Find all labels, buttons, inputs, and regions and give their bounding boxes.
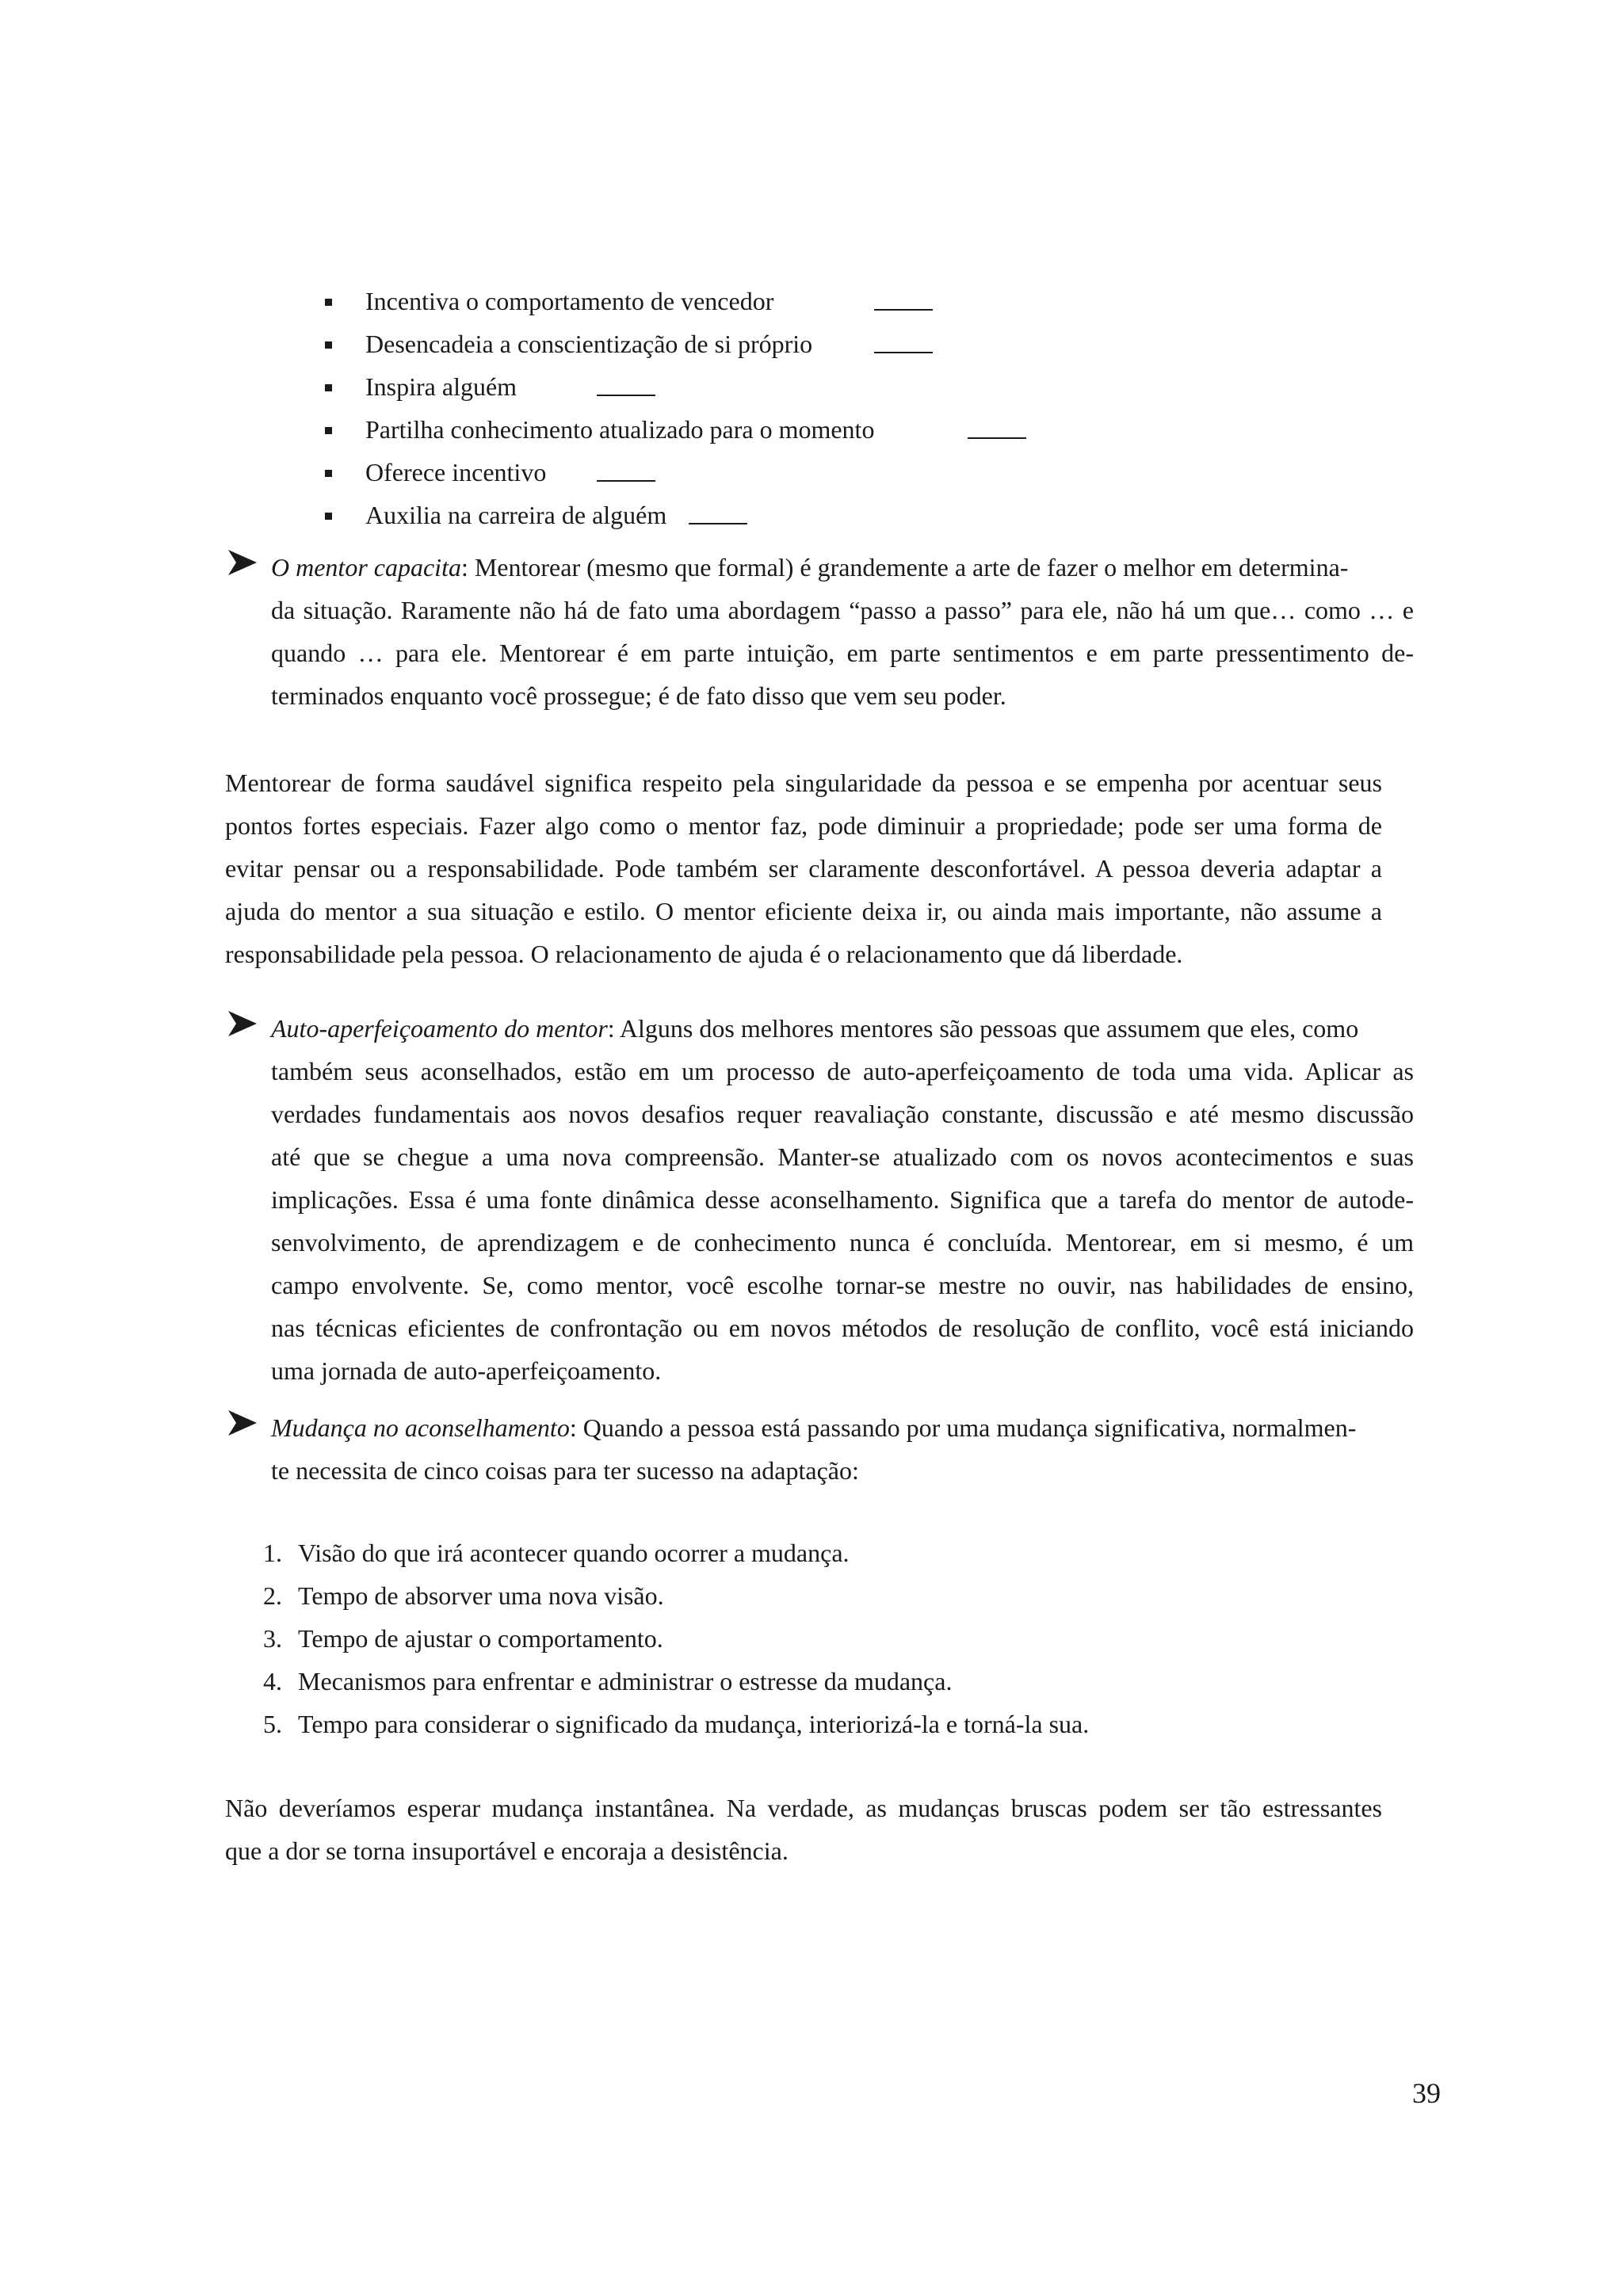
list-number: 5. — [263, 1710, 282, 1738]
square-bullet-icon — [325, 341, 332, 349]
answer-blank[interactable] — [597, 372, 655, 396]
paragraph-line: te necessita de cinco coisas para ter sucesso na adaptação: — [271, 1456, 859, 1485]
paragraph-line: ajuda do mentor a sua situação e estilo. O mentor eficiente deixa ir, ou ainda mais importante, não assume a — [225, 897, 1382, 925]
paragraph-line: que a dor se torna insuportável e encoraja a desistência. — [225, 1836, 789, 1865]
paragraph-line: da situação. Raramente não há de fato uma abordagem “passo a passo” para ele, não há um que… como … e — [271, 596, 1414, 624]
paragraph-line: responsabilidade pela pessoa. O relacionamento de ajuda é o relacionamento que dá liberdade. — [225, 940, 1183, 968]
paragraph-line: terminados enquanto você prossegue; é de fato disso que vem seu poder. — [271, 681, 1006, 710]
answer-blank[interactable] — [874, 330, 933, 353]
answer-blank[interactable] — [874, 287, 933, 311]
checklist-item: Oferece incentivo — [365, 456, 546, 488]
list-number: 1. — [263, 1539, 282, 1567]
paragraph-line: nas técnicas eficientes de confrontação ou em novos métodos de resolução de conflito, você está iniciando — [271, 1314, 1414, 1342]
checklist-item: Incentiva o comportamento de vencedor — [365, 285, 773, 317]
list-item: Tempo para considerar o significado da mudança, interiorizá-la e torná-la sua. — [298, 1710, 1090, 1738]
paragraph-line: implicações. Essa é uma fonte dinâmica desse aconselhamento. Significa que a tarefa do mentor de autode- — [271, 1185, 1414, 1214]
checklist-item: Inspira alguém — [365, 371, 517, 402]
paragraph-line: senvolvimento, de aprendizagem e de conhecimento nunca é concluída. Mentorear, em si mesmo, é um — [271, 1228, 1414, 1257]
answer-blank[interactable] — [597, 458, 655, 482]
square-bullet-icon — [325, 513, 332, 520]
paragraph-line: até que se chegue a uma nova compreensão. Manter-se atualizado com os novos acontecimentos e suas — [271, 1142, 1414, 1171]
paragraph-line: pontos fortes especiais. Fazer algo como o mentor faz, pode diminuir a propriedade; pode ser uma forma de — [225, 811, 1382, 840]
square-bullet-icon — [325, 470, 332, 477]
paragraph-line: Não deveríamos esperar mudança instantânea. Na verdade, as mudanças bruscas podem ser tão estressantes — [225, 1794, 1382, 1822]
arrowhead-bullet-icon — [227, 547, 258, 578]
checklist-item: Desencadeia a conscientização de si próprio — [365, 328, 812, 360]
square-bullet-icon — [325, 427, 332, 434]
checklist-item: Auxilia na carreira de alguém — [365, 499, 666, 531]
paragraph-line: evitar pensar ou a responsabilidade. Pode também ser claramente desconfortável. A pessoa deveria adaptar a — [225, 854, 1382, 883]
list-number: 3. — [263, 1624, 282, 1653]
list-number: 2. — [263, 1581, 282, 1610]
arrowhead-bullet-icon — [227, 1407, 258, 1439]
section-mentor-capacita-first-line: O mentor capacita: Mentorear (mesmo que formal) é grandemente a arte de fazer o melhor em determina- — [271, 553, 1349, 582]
section-term: O mentor capacita — [271, 553, 461, 582]
paragraph-line: verdades fundamentais aos novos desafios requer reavaliação constante, discussão e até mesmo discussão — [271, 1100, 1414, 1128]
section-mudanca-first-line: Mudança no aconselhamento: Quando a pessoa está passando por uma mudança significativa, normalmen- — [271, 1413, 1357, 1442]
list-number: 4. — [263, 1667, 282, 1695]
list-item: Visão do que irá acontecer quando ocorrer a mudança. — [298, 1539, 850, 1567]
list-item: Tempo de ajustar o comportamento. — [298, 1624, 663, 1653]
square-bullet-icon — [325, 299, 332, 306]
arrowhead-bullet-icon — [227, 1008, 258, 1039]
section-term: Mudança no aconselhamento — [271, 1413, 570, 1442]
checklist-item: Partilha conhecimento atualizado para o momento — [365, 414, 874, 445]
paragraph-line: uma jornada de auto-aperfeiçoamento. — [271, 1356, 662, 1385]
answer-blank[interactable] — [968, 415, 1026, 439]
page-number: 39 — [1412, 2077, 1441, 2109]
list-item: Tempo de absorver uma nova visão. — [298, 1581, 664, 1610]
answer-blank[interactable] — [689, 501, 747, 524]
paragraph-line: quando … para ele. Mentorear é em parte intuição, em parte sentimentos e em parte pressentimento de- — [271, 639, 1414, 667]
section-term: Auto-aperfeiçoamento do mentor — [271, 1014, 608, 1043]
list-item: Mecanismos para enfrentar e administrar o estresse da mudança. — [298, 1667, 953, 1695]
section-auto-first-line: Auto-aperfeiçoamento do mentor: Alguns dos melhores mentores são pessoas que assumem que eles, como — [271, 1014, 1359, 1043]
paragraph-line: Mentorear de forma saudável significa respeito pela singularidade da pessoa e se empenha por acentuar seus — [225, 769, 1382, 797]
square-bullet-icon — [325, 384, 332, 391]
paragraph-line: campo envolvente. Se, como mentor, você escolhe tornar-se mestre no ouvir, nas habilidades de ensino, — [271, 1271, 1414, 1299]
paragraph-line: também seus aconselhados, estão em um processo de auto-aperfeiçoamento de toda uma vida. Aplicar as — [271, 1057, 1414, 1085]
